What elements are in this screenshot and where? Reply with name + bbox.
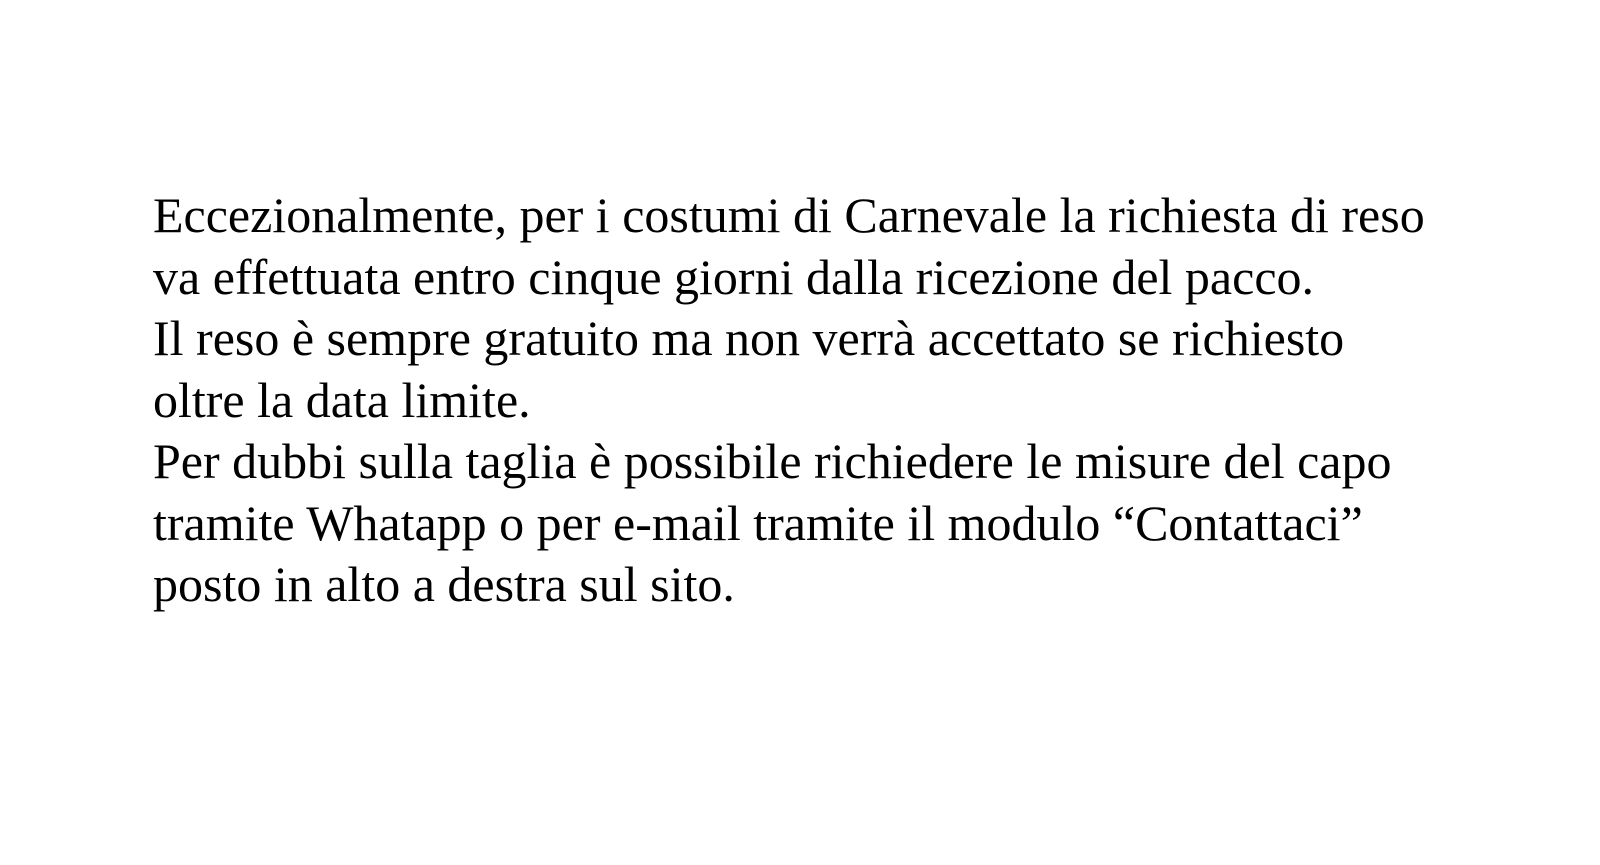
text-line: tramite Whatapp o per e-mail tramite il modulo “Contattaci” [153,494,1363,551]
text-line: va effettuata entro cinque giorni dalla ricezione del pacco. [153,248,1315,305]
text-line: Il reso è sempre gratuito ma non verrà accettato se richiesto [153,310,1345,366]
text-line: oltre la data limite. [153,371,531,428]
text-line: posto in alto a destra sul sito. [153,556,735,612]
text-line: Eccezionalmente, per i costumi di Carnevale la richiesta di reso [153,187,1425,243]
text-line: Per dubbi sulla taglia è possibile richiedere le misure del capo [153,433,1392,489]
paragraph-block [153,185,1473,616]
